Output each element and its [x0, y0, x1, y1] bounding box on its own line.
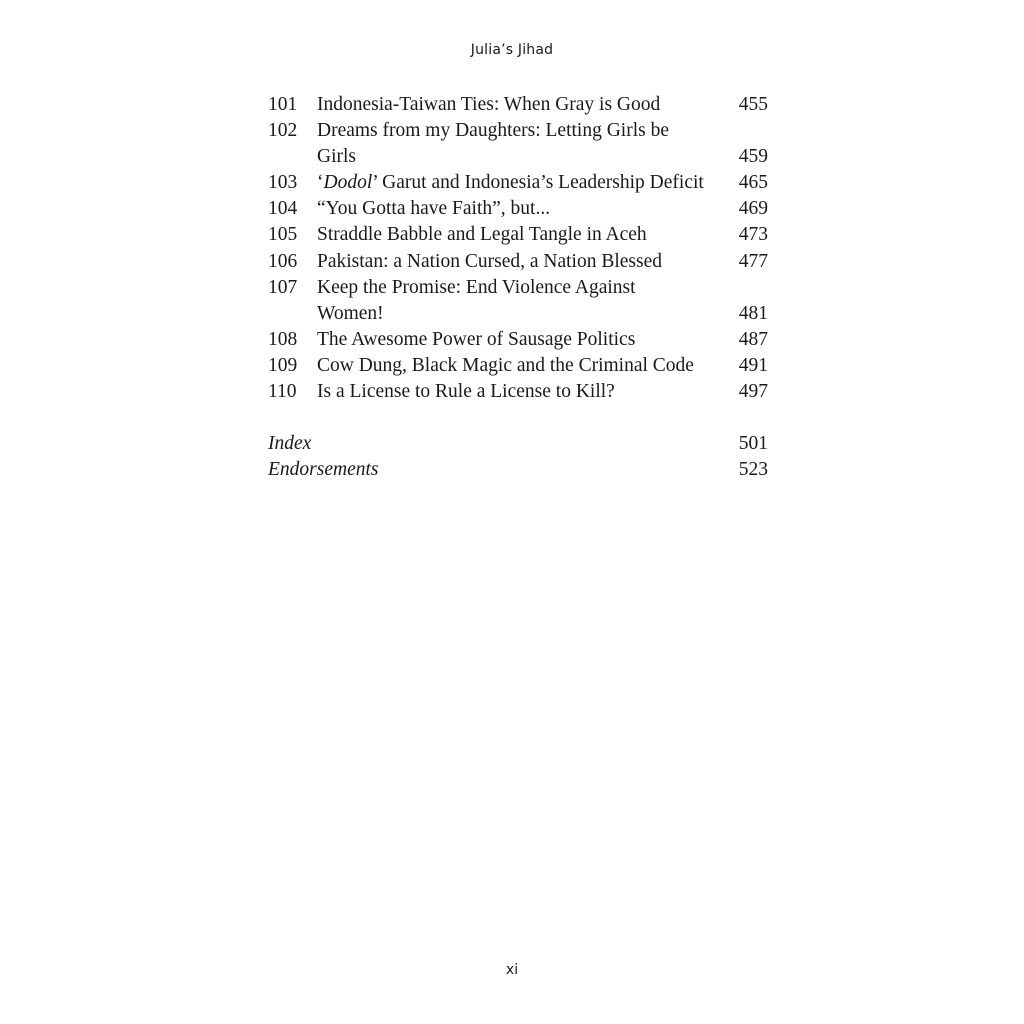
toc-entry-title-italic: Dodol	[323, 172, 373, 194]
toc-entry-title: Pakistan: a Nation Cursed, a Nation Blessed	[317, 250, 662, 272]
toc-entry-page: 473	[738, 224, 768, 246]
toc-entry-page: 455	[738, 94, 768, 115]
toc-entry-number: 105	[268, 224, 298, 246]
toc-backmatter-title: Endorsements	[268, 459, 379, 481]
toc-backmatter-entry	[268, 431, 768, 457]
toc-backmatter-page: 523	[738, 459, 768, 481]
toc-entry-title: Straddle Babble and Legal Tangle in Aceh	[317, 224, 647, 246]
toc-entry-number: 107	[268, 276, 298, 298]
toc-entry-title-line: Keep the Promise: End Violence Against	[317, 276, 636, 298]
table-of-contents	[268, 92, 768, 483]
running-head: Julia’s Jihad	[470, 42, 554, 58]
toc-entry-title: The Awesome Power of Sausage Politics	[317, 328, 636, 350]
toc-entry-page: 477	[738, 250, 768, 272]
toc-entry-page: 497	[738, 381, 768, 403]
toc-entry-page: 469	[738, 198, 768, 220]
toc-backmatter-title: Index	[268, 433, 312, 455]
toc-entry-title	[317, 275, 735, 327]
toc-entry	[268, 92, 768, 118]
page-number: xi	[505, 962, 519, 978]
toc-entry	[268, 275, 768, 327]
section-gap	[268, 405, 768, 431]
toc-entry-title: Indonesia-Taiwan Ties: When Gray is Good	[317, 94, 661, 115]
toc-entry-title: “You Gotta have Faith”, but...	[317, 198, 551, 220]
toc-entry-number: 102	[268, 120, 298, 142]
toc-entry-title: Cow Dung, Black Magic and the Criminal Code	[317, 354, 694, 376]
toc-entry-number: 104	[268, 198, 298, 220]
toc-entry-number: 103	[268, 172, 298, 194]
toc-backmatter-page: 501	[738, 433, 768, 455]
toc-entry	[268, 170, 768, 196]
toc-entry-title: Is a License to Rule a License to Kill?	[317, 381, 615, 403]
toc-entry-number: 109	[268, 354, 298, 376]
toc-entry-number: 108	[268, 328, 298, 350]
toc-entry-page: 491	[738, 354, 768, 376]
toc-entry-title-line: Girls	[317, 146, 356, 168]
toc-entry-page: 465	[738, 172, 768, 194]
toc-entry-page: 481	[738, 302, 768, 324]
toc-entry-page: 459	[738, 146, 768, 168]
toc-entry-page: 487	[738, 328, 768, 350]
toc-entry-number: 110	[268, 381, 297, 403]
toc-entry-number: 106	[268, 250, 298, 272]
toc-entry	[268, 379, 768, 405]
toc-entry-title-line: Dreams from my Daughters: Letting Girls be	[317, 120, 669, 142]
toc-backmatter-entry	[268, 457, 768, 483]
toc-entry	[268, 327, 768, 353]
toc-entry-title-rest: ’ Garut and Indonesia’s Leadership Deficit	[372, 172, 704, 194]
toc-entry	[268, 222, 768, 248]
toc-entry	[268, 353, 768, 379]
toc-entry-number: 101	[268, 94, 298, 115]
toc-entry	[268, 118, 768, 170]
toc-entry	[268, 196, 768, 222]
toc-entry-title-line: Women!	[317, 302, 384, 324]
toc-entry-title	[317, 170, 735, 196]
toc-entry-title	[317, 118, 735, 170]
toc-entry-title-open-quote: ‘	[317, 172, 324, 194]
toc-entry	[268, 249, 768, 275]
